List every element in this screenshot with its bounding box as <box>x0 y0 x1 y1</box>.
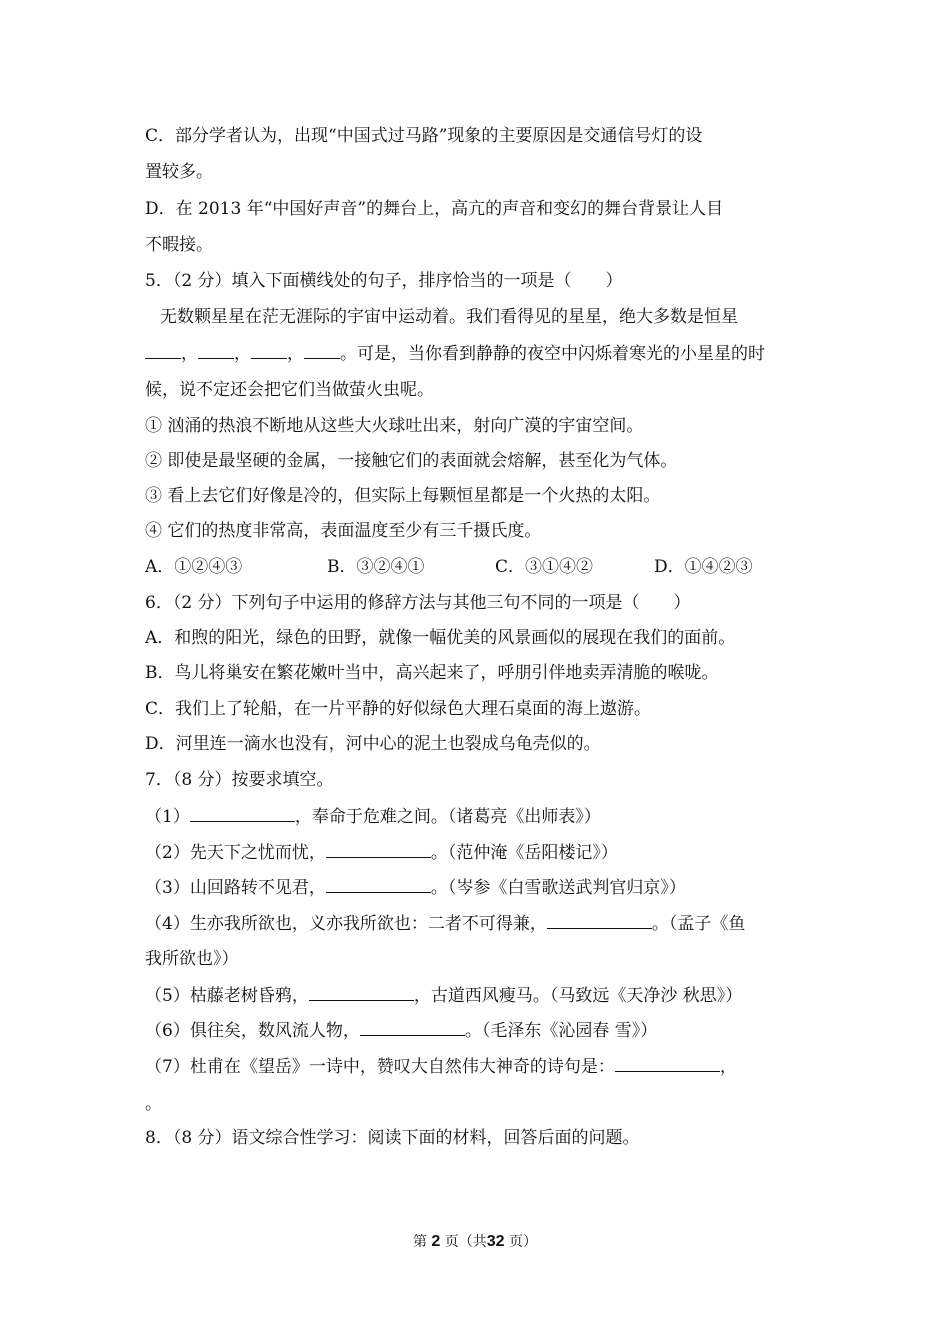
q7-item-6-pre: （6）俱往矣，数风流人物， <box>145 1021 360 1041</box>
q6-option-b[interactable]: B．鸟儿将巢安在繁花嫩叶当中，高兴起来了，呼朋引伴地卖弄清脆的喉咙。 <box>145 663 719 683</box>
q5-option-a[interactable]: A．①②④③ <box>145 557 243 577</box>
q7-item-5 <box>145 984 815 1007</box>
q7-item-1-post: ，奉命于危难之间。（诸葛亮《出师表》） <box>294 807 601 827</box>
q8-stem: 8．（8 分）语文综合性学习：阅读下面的材料，回答后面的问题。 <box>145 1128 640 1148</box>
q7-item-7 <box>145 1055 815 1078</box>
q7-item-6 <box>145 1019 815 1042</box>
q7-item-7-pre: （7）杜甫在《望岳》一诗中，赞叹大自然伟大神奇的诗句是： <box>145 1057 615 1077</box>
q5-passage-line2-tail: 。可是，当你看到静静的夜空中闪烁着寒光的小星星的时 <box>340 344 765 364</box>
q7-item-2 <box>145 841 815 864</box>
q6-option-c[interactable]: C．我们上了轮船，在一片平静的好似绿色大理石桌面的海上遨游。 <box>145 699 652 719</box>
footer-middle: 页（共 <box>444 1234 487 1250</box>
q7-item-3-post: 。（岑参《白雪歌送武判官归京》） <box>430 878 686 898</box>
q5-option-b[interactable]: B．③②④① <box>327 557 425 577</box>
q5-sentence-4: ④ 它们的热度非常高，表面温度至少有三千摄氏度。 <box>145 521 542 541</box>
q4-option-d-line2: 不暇接。 <box>145 235 213 255</box>
q7-item-5-pre: （5）枯藤老树昏鸦， <box>145 986 309 1006</box>
q7-item-4-pre: （4）生亦我所欲也，义亦我所欲也：二者不可得兼， <box>145 914 547 934</box>
q7-blank-1[interactable] <box>190 805 295 822</box>
q7-blank-3[interactable] <box>326 876 431 893</box>
q5-passage-line1: 无数颗星星在茫无涯际的宇宙中运动着。我们看得见的星星，绝大多数是恒星 <box>160 307 738 327</box>
q7-item-4-post: 。（孟子《鱼 <box>651 914 746 934</box>
footer-total-pages: 32 <box>486 1233 505 1250</box>
q6-stem: 6．（2 分）下列句子中运用的修辞方法与其他三句不同的一项是（ ） <box>145 593 691 613</box>
q5-option-d[interactable]: D．①④②③ <box>654 557 753 577</box>
q7-blank-2[interactable] <box>326 841 431 858</box>
q7-item-1 <box>145 805 815 828</box>
q7-item-1-pre: （1） <box>145 807 190 827</box>
footer-prefix: 第 <box>412 1234 427 1250</box>
q7-item-7-post: ， <box>719 1057 737 1077</box>
q7-item-2-pre: （2）先天下之忧而忧， <box>145 843 326 863</box>
q5-blank-3[interactable] <box>251 342 287 359</box>
q7-item-6-post: 。（毛泽东《沁园春 雪》） <box>464 1021 658 1041</box>
q7-item-5-post: ，古道西风瘦马。（马致远《天净沙 秋思》） <box>413 986 743 1006</box>
q7-blank-5[interactable] <box>309 984 414 1001</box>
q5-passage-line3: 候，说不定还会把它们当做萤火虫呢。 <box>145 380 434 400</box>
q6-option-d[interactable]: D．河里连一滴水也没有，河中心的泥土也裂成乌龟壳似的。 <box>145 734 601 754</box>
q4-option-c-line2: 置较多。 <box>145 162 213 182</box>
q4-option-c-line1: C．部分学者认为，出现“中国式过马路”现象的主要原因是交通信号灯的设 <box>145 126 703 146</box>
q4-option-d-line1: D．在 2013 年“中国好声音”的舞台上，高亢的声音和变幻的舞台背景让人目 <box>145 199 724 219</box>
q7-blank-7[interactable] <box>615 1055 720 1072</box>
q5-blank-1[interactable] <box>145 342 181 359</box>
q7-blank-4[interactable] <box>547 912 652 929</box>
q5-stem: 5．（2 分）填入下面横线处的句子，排序恰当的一项是（ ） <box>145 271 623 291</box>
q5-passage-line2 <box>145 342 815 365</box>
q5-sep-3: ， <box>287 344 304 364</box>
q6-option-a[interactable]: A．和煦的阳光，绿色的田野，就像一幅优美的风景画似的展现在我们的面前。 <box>145 628 736 648</box>
q5-blank-4[interactable] <box>304 342 340 359</box>
q5-sentence-1: ① 汹涌的热浪不断地从这些大火球吐出来，射向广漠的宇宙空间。 <box>145 416 644 436</box>
q7-item-4-line2: 我所欲也》） <box>145 949 239 969</box>
q7-item-7-line2: 。 <box>145 1094 162 1114</box>
q5-option-c[interactable]: C．③①④② <box>495 557 594 577</box>
q7-item-3 <box>145 876 815 899</box>
footer-suffix: 页） <box>509 1234 538 1250</box>
q7-item-3-pre: （3）山回路转不见君， <box>145 878 326 898</box>
q5-sep-2: ， <box>234 344 251 364</box>
q7-stem: 7．（8 分）按要求填空。 <box>145 770 334 790</box>
q5-blank-2[interactable] <box>198 342 234 359</box>
q7-item-4 <box>145 912 815 935</box>
q5-sentence-2: ② 即使是最坚硬的金属，一接触它们的表面就会熔解，甚至化为气体。 <box>145 451 678 471</box>
q7-blank-6[interactable] <box>360 1019 465 1036</box>
q7-item-2-post: 。（范仲淹《岳阳楼记》） <box>430 843 618 863</box>
q5-sentence-3: ③ 看上去它们好像是冷的，但实际上每颗恒星都是一个火热的太阳。 <box>145 486 661 506</box>
footer-page-number: 2 <box>431 1233 441 1250</box>
page-footer <box>0 1231 950 1251</box>
q5-sep-1: ， <box>181 344 198 364</box>
